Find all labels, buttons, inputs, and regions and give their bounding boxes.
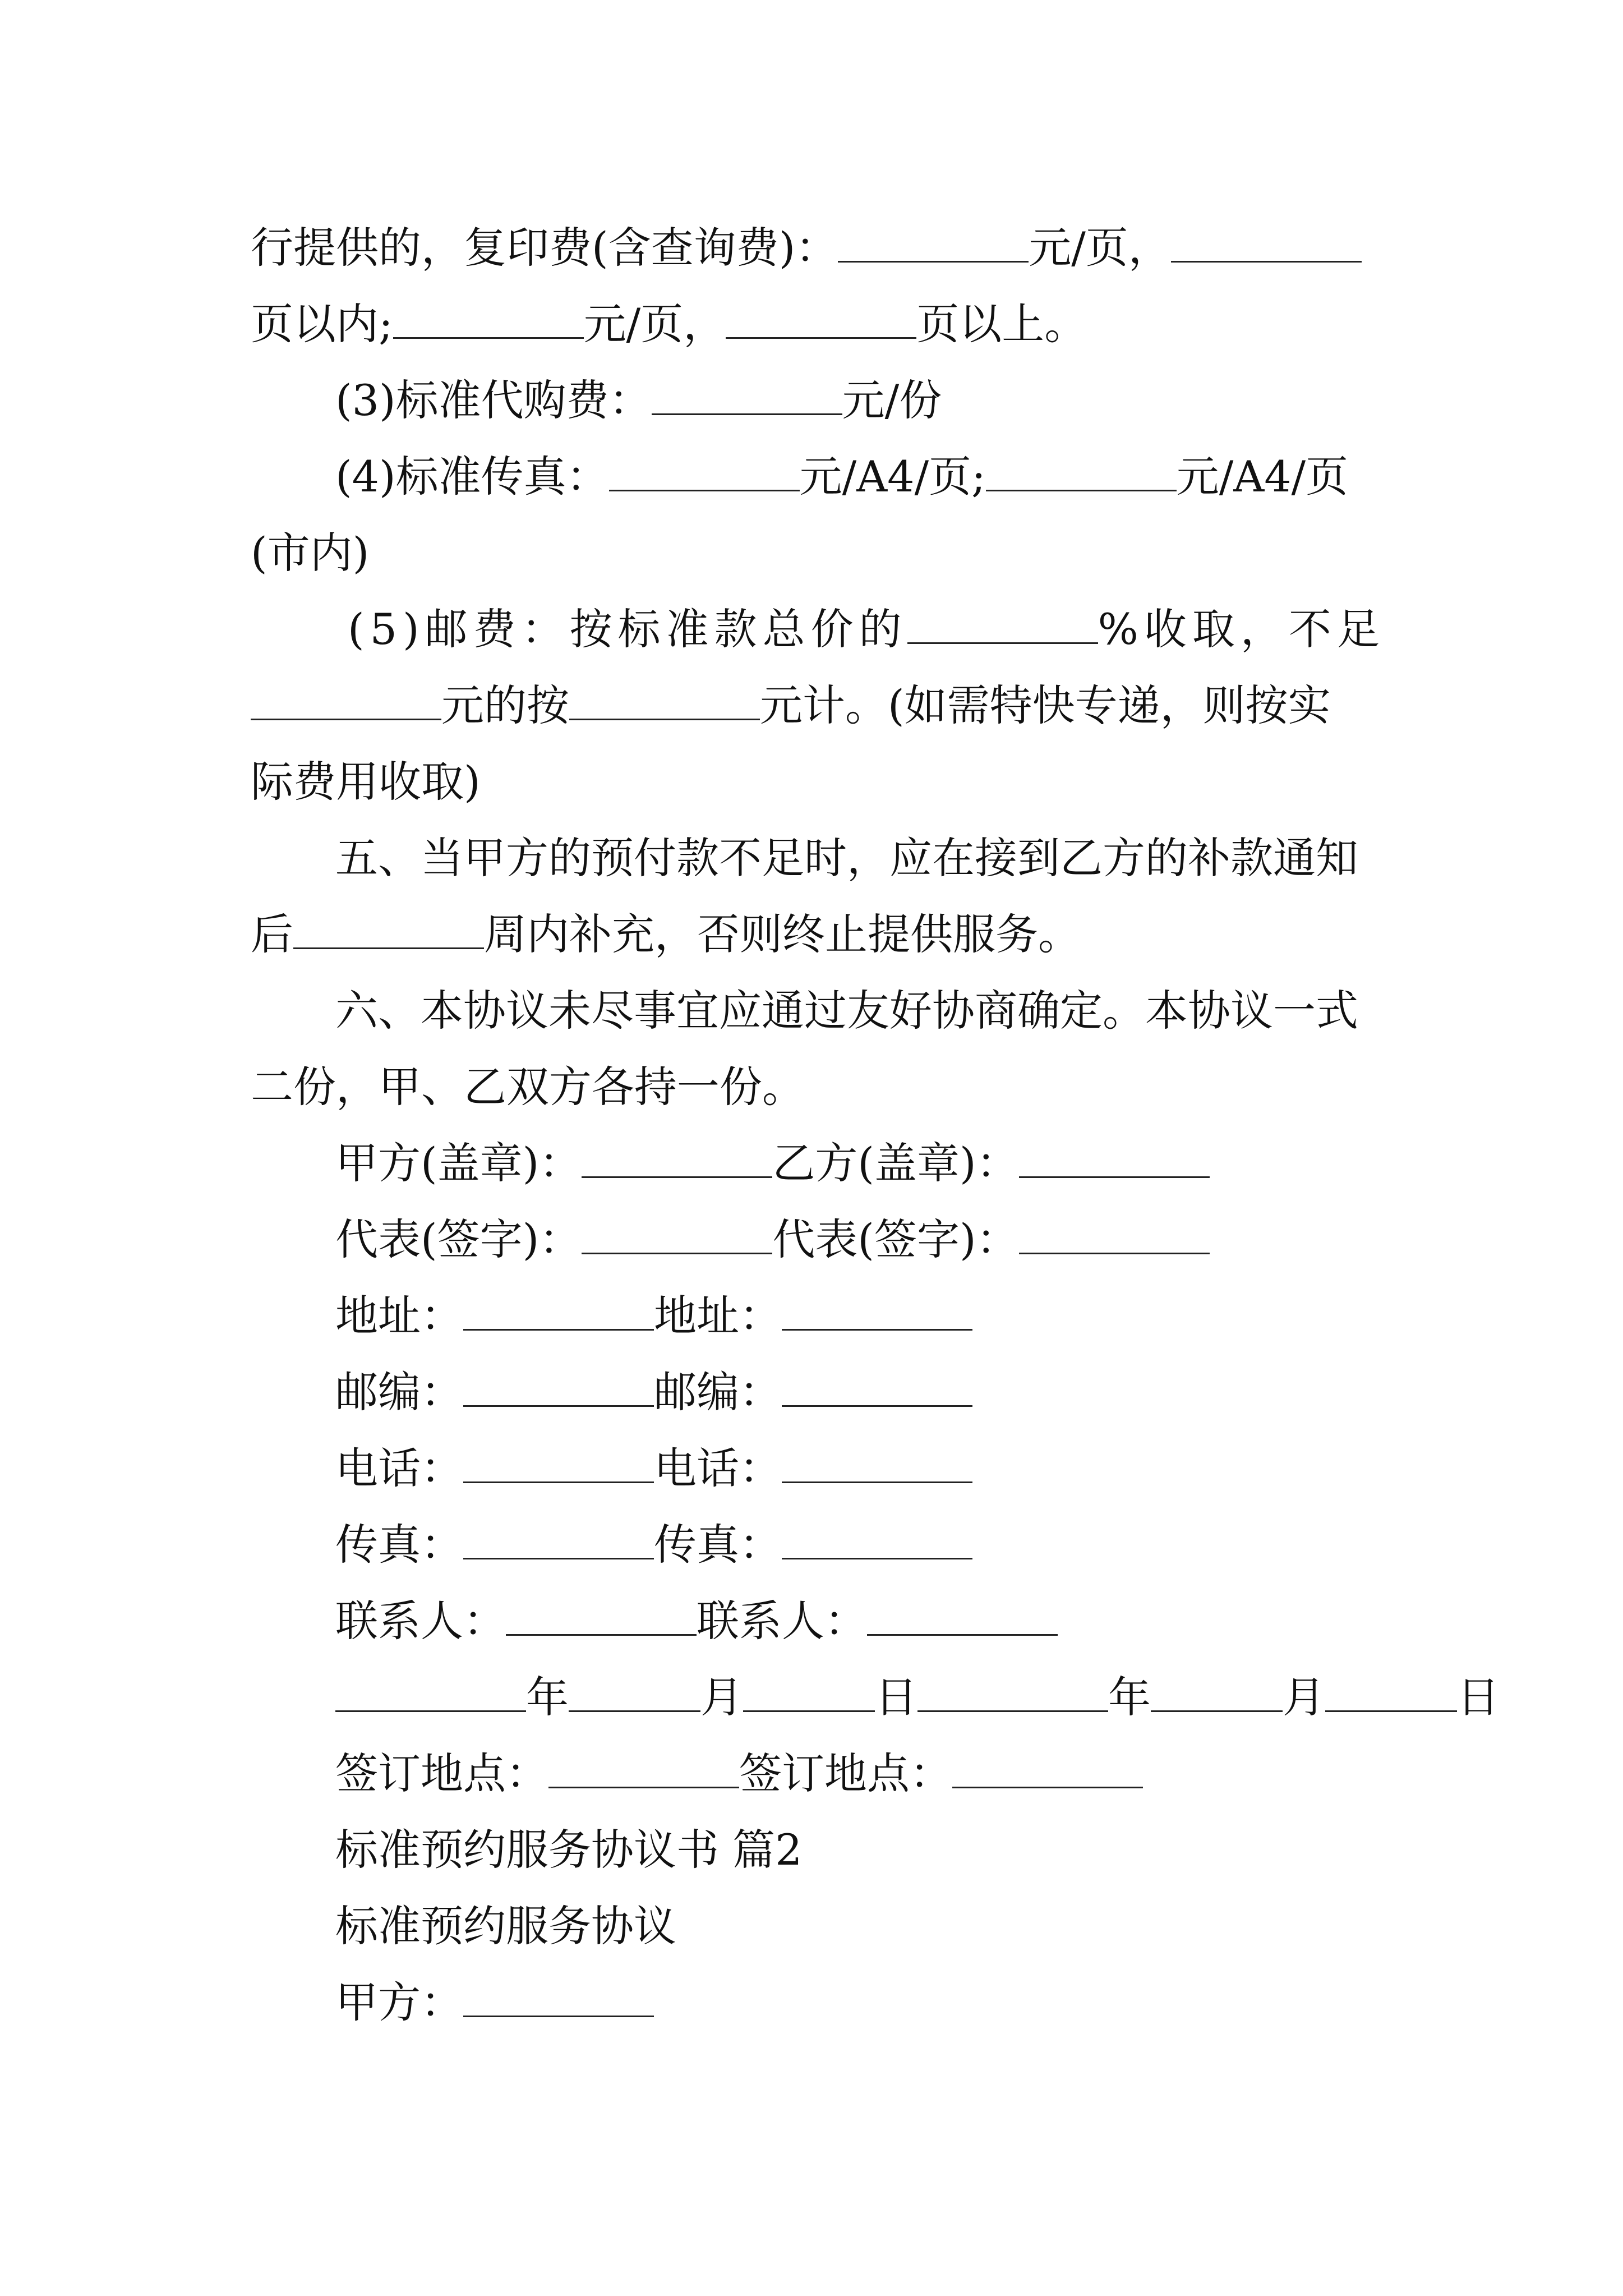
blank-field [1151,1673,1283,1712]
signature-contact-row: 联系人： 联系人： [335,1593,1058,1649]
signature-place-row: 签订地点： 签订地点： [335,1746,1143,1802]
signature-representative-row: 代表(签字)： 代表(签字)： [335,1212,1210,1268]
blank-field [251,682,441,720]
blank-field [726,300,916,339]
blank-field [463,1444,654,1483]
item-3-purchase-fee: (3)标准代购费： 元/份 [335,375,942,425]
blank-field [1325,1673,1457,1712]
section-2-party-a: 甲方： [335,1975,654,2031]
blank-field [582,1139,772,1178]
section-2-heading: 标准预约服务协议书 篇2 [335,1825,803,1875]
blank-field [548,1750,739,1788]
section-2-title: 标准预约服务协议 [335,1901,676,1951]
blank-field [986,453,1177,491]
blank-field [582,1216,772,1254]
blank-field [743,1673,875,1712]
fee-copy-line-2: 页以内; 元/页， 页以上。 [251,299,1087,349]
blank-field [652,376,842,415]
blank-field [1171,224,1362,263]
copy-fee-label: 行提供的，复印费(含查询费)： [251,223,838,273]
blank-field [952,1750,1143,1788]
blank-field [506,1597,697,1636]
blank-field [782,1521,972,1559]
blank-field [463,1521,654,1559]
fee-copy-line-1: 行提供的，复印费(含查询费)： 元/页， [251,220,1362,276]
blank-field [463,1978,654,2017]
blank-field [867,1597,1058,1636]
blank-field [782,1368,972,1407]
blank-field [463,1368,654,1407]
blank-field [1019,1216,1210,1254]
signature-phone-row: 电话： 电话： [335,1441,972,1497]
clause-6-line-2: 二份，甲、乙双方各持一份。 [251,1062,805,1112]
blank-field [782,1444,972,1483]
item-4-cont: (市内) [251,528,370,578]
item-4-fax-fee: (4)标准传真： 元/A4/页; 元/A4/页 [335,452,1349,501]
blank-field [907,605,1098,644]
blank-field [335,1673,526,1712]
blank-field [569,1673,700,1712]
signature-seal-row: 甲方(盖章)： 乙方(盖章)： [335,1135,1210,1191]
signature-fax-row: 传真： 传真： [335,1517,972,1573]
blank-field [838,224,1029,263]
signature-postcode-row: 邮编： 邮编： [335,1364,972,1420]
clause-5-line-2: 后 周内补充，否则终止提供服务。 [251,909,1081,959]
signature-address-row: 地址： 地址： [335,1288,972,1344]
blank-field [609,453,800,491]
item-5-cont-1: 元的按 元计。(如需特快专递，则按实 [251,678,1331,734]
item-5-cont-2: 际费用收取) [251,757,481,807]
blank-field [463,1292,654,1331]
clause-5-line-1: 五、当甲方的预付款不足时，应在接到乙方的补款通知 [335,833,1358,883]
clause-6-line-1: 六、本协议未尽事宜应通过友好协商确定。本协议一式 [335,986,1358,1036]
blank-field [782,1292,972,1331]
blank-field [1019,1139,1210,1178]
signature-date-row: 年 月 日 年 月 日 [335,1669,1500,1726]
item-5-postage: (5)邮费：按标准款总价的 %收取，不足 [348,604,1385,654]
blank-field [569,682,760,720]
blank-field [393,300,584,339]
blank-field [917,1673,1108,1712]
blank-field [293,910,484,949]
